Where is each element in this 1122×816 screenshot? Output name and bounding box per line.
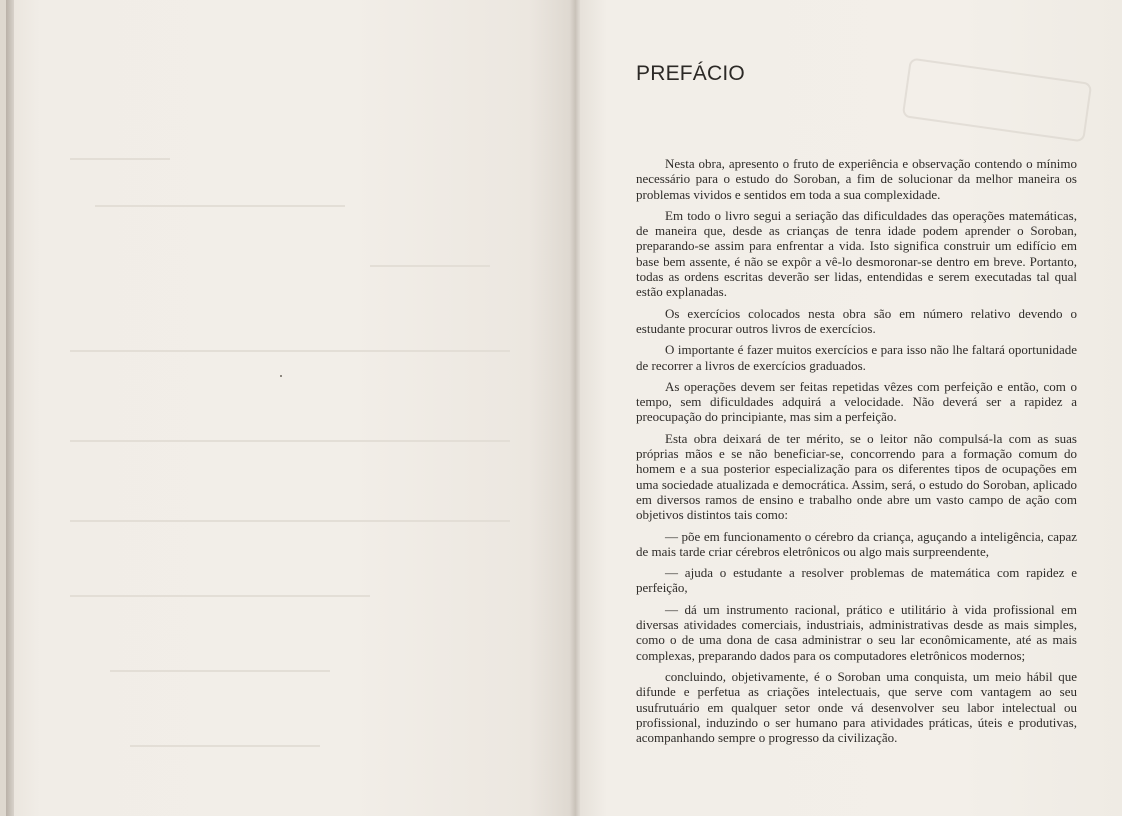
paragraph: Esta obra deixará de ter mérito, se o leitor não compulsá-la com as suas próprias mãos e se não beneficiar-se, concorrendo para a formação comum do homem e a sua posterior especialização para os diferentes tipos de ocupações em uma sociedade atualizada e democrática. Assim, será, o estudo do Soroban, aplicado em diversos ramos de ensino e trabalho onde abre um vasto campo de ação com objetivos distintos tais como: [636, 430, 1077, 523]
paragraph: Nesta obra, apresento o fruto de experiência e observação contendo o mínimo necessário para o estudo do Soroban, a fim de solucionar da melhor maneira os problemas vividos e sentidos em toda a sua complexidade. [636, 156, 1077, 202]
show-through-line [110, 670, 330, 672]
show-through-line [70, 440, 510, 442]
list-item: — ajuda o estudante a resolver problemas de matemática com rapidez e perfeição, [636, 565, 1077, 596]
show-through-line [95, 205, 345, 207]
paragraph: Os exercícios colocados nesta obra são em número relativo devendo o estudante procurar outros livros de exercícios. [636, 305, 1077, 336]
paragraph: As operações devem ser feitas repetidas vêzes com perfeição e então, com o tempo, sem dificuldades adquirá a velocidade. Não deverá ser a rapidez a preocupação do principiante, mas sim a perfeição. [636, 378, 1077, 425]
show-through-line [370, 265, 490, 267]
paragraph: Em todo o livro segui a seriação das dificuldades das operações matemáticas, de maneira que, desde as crianças de tenra idade podem aprender o Soroban, preparando-se assim para enfrentar a vida. Isto significa construir um edifício em base bem assente, é não se expôr a vê-lo desmoronar-se dentro em breve. Portanto, todas as ordens escritas deverão ser lidas, entendidas e serem executadas tal qual estão explanadas. [636, 207, 1077, 300]
show-through-line [70, 595, 370, 597]
left-page [6, 0, 574, 816]
show-through-line [70, 350, 510, 352]
show-through-line [130, 745, 320, 747]
show-through-line [70, 520, 510, 522]
preface-body [636, 156, 1077, 745]
list-item: — dá um instrumento racional, prático e utilitário à vida profissional em diversas atividades comerciais, industriais, administrativas desde as mais simples, como o de uma dona de casa administrar o seu lar econômicamente, até as mais complexas, preparando dados para os computadores eletrônicos modernos; [636, 601, 1077, 663]
paragraph: O importante é fazer muitos exercícios e para isso não lhe faltará oportunidade de recorrer a livros de exercícios graduados. [636, 342, 1077, 373]
page-speck [280, 375, 282, 377]
left-page-edge [6, 0, 14, 816]
paragraph: concluindo, objetivamente, é o Soroban uma conquista, um meio hábil que difunde e perfetua as criações intelectuais, que serve com vantagem ao seu usufrutuário em qualquer setor onde vá desenvolver seu labor intelectual ou profissional, induzindo o ser humano para atividades práticas, úteis e produtivas, acompanhando sempre o progresso da civilização. [636, 668, 1077, 746]
show-through-line [70, 158, 170, 160]
list-item: — põe em funcionamento o cérebro da criança, aguçando a inteligência, capaz de mais tarde criar cérebros eletrônicos ou algo mais surpreendente, [636, 528, 1077, 559]
page-title: PREFÁCIO [636, 62, 745, 85]
